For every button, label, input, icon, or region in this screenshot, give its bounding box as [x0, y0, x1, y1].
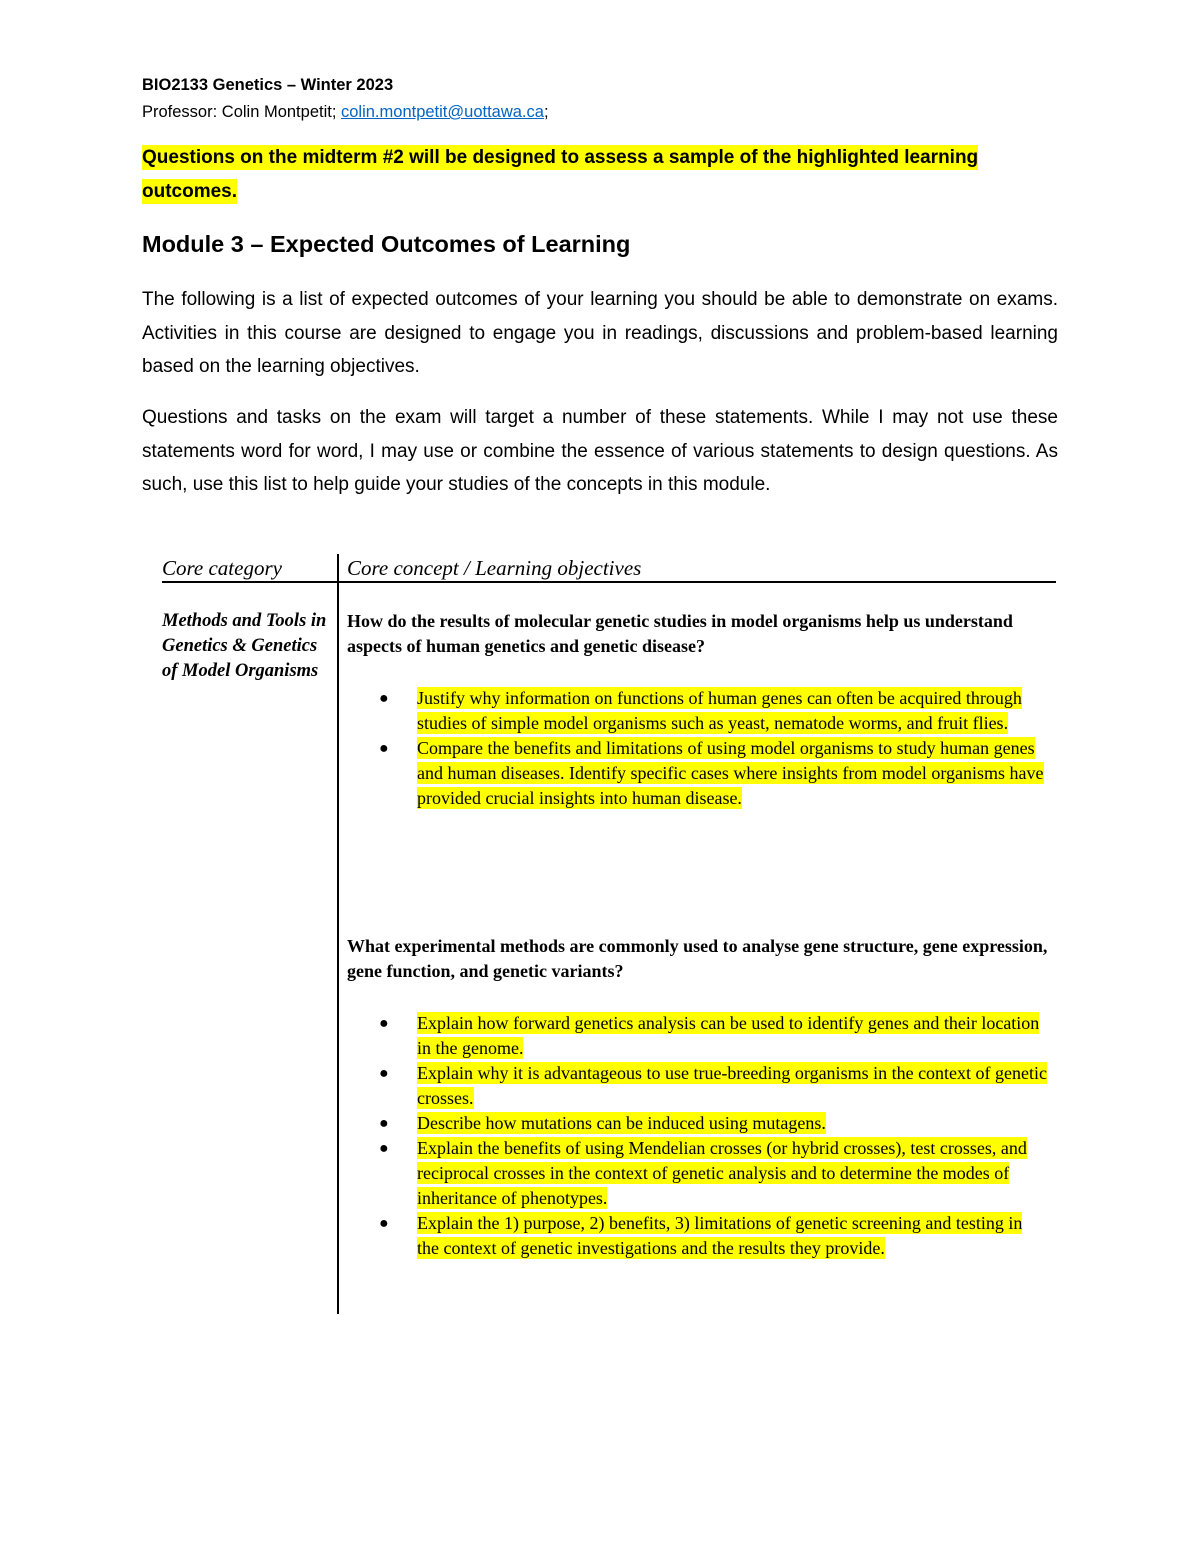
objective-item	[347, 1111, 1047, 1136]
objective-text: Explain why it is advantageous to use true-breeding organisms in the context of genetic crosses.	[417, 1063, 1048, 1108]
module-heading: Module 3 – Expected Outcomes of Learning	[142, 231, 631, 257]
objective-item	[347, 1011, 1047, 1061]
bullet-icon: ●	[379, 1115, 389, 1132]
objective-text: Explain the benefits of using Mendelian crosses (or hybrid crosses), test crosses, and reciprocal crosses in the context of genetic analysis and to determine the modes of inheritance of phenotypes.	[417, 1138, 1027, 1208]
bullet-icon: ●	[379, 1065, 389, 1082]
objective-item	[347, 736, 1047, 811]
email-link[interactable]: colin.montpetit@uottawa.ca	[341, 103, 544, 121]
midterm-notice	[142, 141, 1062, 209]
objective-item	[347, 1136, 1047, 1211]
professor-line	[142, 99, 549, 126]
table-header-rule	[162, 581, 1056, 583]
core-category-cell: Methods and Tools in Genetics & Genetics of Model Organisms	[162, 611, 327, 681]
professor-name: Professor: Colin Montpetit;	[142, 103, 341, 121]
bullet-icon: ●	[379, 1215, 389, 1232]
table-column-divider	[337, 554, 339, 1314]
objective-text: Describe how mutations can be induced using mutagens.	[417, 1113, 826, 1133]
table-header-core-concept: Core concept / Learning objectives	[347, 556, 642, 580]
objective-text: Explain the 1) purpose, 2) benefits, 3) limitations of genetic screening and testing in the context of genetic investigations and the results they provide.	[417, 1213, 1023, 1258]
intro-paragraph: The following is a list of expected outcomes of your learning you should be able to demonstrate on exams. Activities in this course are designed to engage you in readings, discussions and problem-based learning based on the learning objectives.	[142, 289, 1058, 377]
document-header	[142, 72, 549, 126]
objective-item	[347, 1211, 1047, 1261]
concept-question: How do the results of molecular genetic studies in model organisms help us understand aspects of human genetics and genetic disease?	[347, 611, 1013, 656]
objective-item	[347, 1061, 1047, 1111]
objectives-list	[347, 1011, 1047, 1261]
bullet-icon: ●	[379, 1140, 389, 1157]
exam-paragraph: Questions and tasks on the exam will target a number of these statements. While I may not use these statements word for word, I may use or combine the essence of various statements to design questions. As such, use this list to help guide your studies of the concepts in this module.	[142, 407, 1058, 495]
course-title: BIO2133 Genetics – Winter 2023	[142, 76, 394, 94]
bullet-icon: ●	[379, 740, 389, 757]
objective-item	[347, 686, 1047, 736]
midterm-notice-text: Questions on the midterm #2 will be designed to assess a sample of the highlighted learning outcomes.	[142, 147, 979, 202]
bullet-icon: ●	[379, 1015, 389, 1032]
objective-text: Explain how forward genetics analysis can be used to identify genes and their location in the genome.	[417, 1013, 1040, 1058]
table-header-core-category: Core category	[162, 556, 282, 580]
objective-text: Justify why information on functions of human genes can often be acquired through studies of simple model organisms such as yeast, nematode worms, and fruit flies.	[417, 688, 1022, 733]
objectives-list	[347, 686, 1047, 811]
bullet-icon: ●	[379, 690, 389, 707]
concept-question: What experimental methods are commonly used to analyse gene structure, gene expression, gene function, and genetic variants?	[347, 936, 1048, 981]
objective-text: Compare the benefits and limitations of using model organisms to study human genes and human diseases. Identify specific cases where insights from model organisms have provided crucial insights into human disease.	[417, 738, 1044, 808]
professor-line-suffix: ;	[543, 103, 549, 121]
